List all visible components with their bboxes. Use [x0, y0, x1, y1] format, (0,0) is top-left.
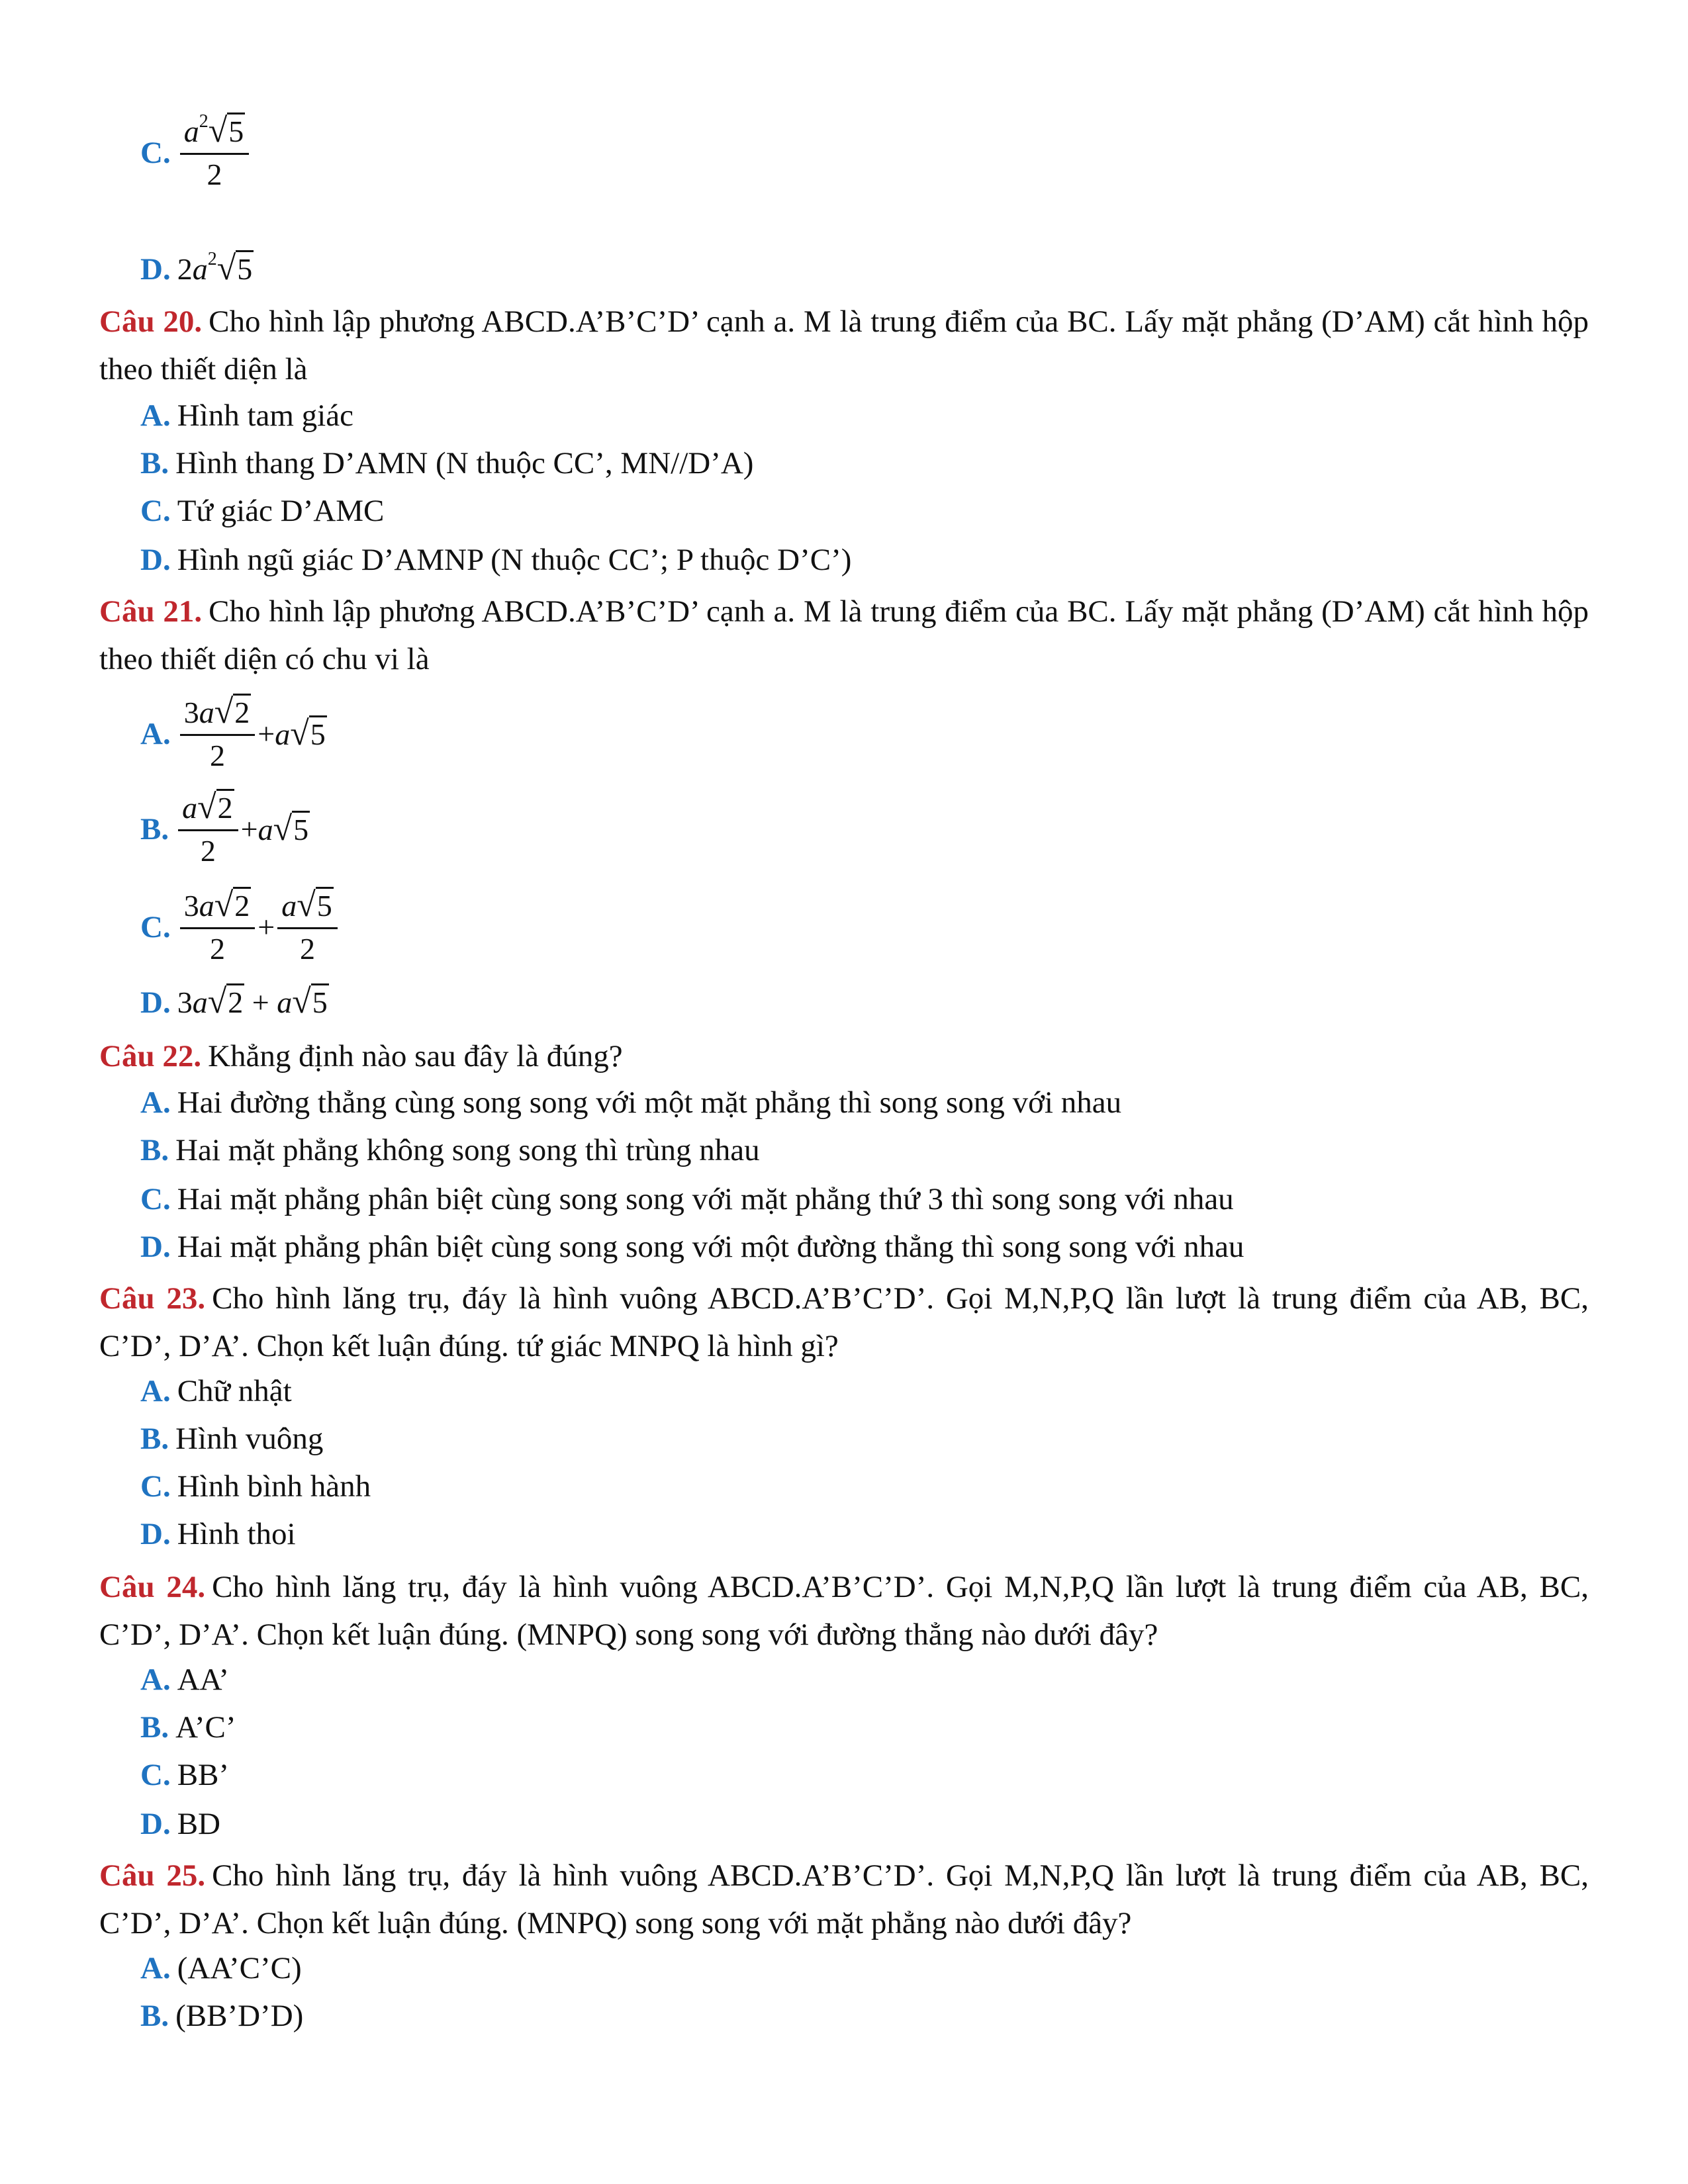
question-text: Cho hình lăng trụ, đáy là hình vuông ABCD.A’B’C’D’. Gọi M,N,P,Q lần lượt là trung điểm của AB, BC, C’D’, D’A’. Chọn kết luận đúng. (MNPQ) song song với đường thẳng nào dưới đây? — [99, 1570, 1589, 1652]
q23-option-c — [140, 1468, 371, 1505]
fraction-denominator: 2 — [207, 158, 222, 191]
option-label: A. — [140, 1662, 171, 1697]
q23-option-a — [140, 1373, 292, 1410]
fraction-numerator: a√5 — [277, 887, 338, 929]
q22-option-c — [140, 1181, 1234, 1218]
q21-option-b — [140, 789, 310, 870]
question-21 — [99, 588, 1589, 683]
option-label: B. — [140, 1422, 169, 1456]
option-label: A. — [140, 1374, 171, 1408]
q25-option-a — [140, 1950, 302, 1987]
option-text: Hai mặt phẳng không song song thì trùng nhau — [175, 1133, 760, 1167]
option-text: Hình ngũ giác D’AMNP (N thuộc CC’; P thuộc D’C’) — [177, 543, 852, 577]
q23-option-d — [140, 1516, 296, 1553]
question-24 — [99, 1563, 1589, 1659]
option-text: BB’ — [177, 1758, 230, 1792]
question-23 — [99, 1275, 1589, 1370]
question-number: Câu 23. — [99, 1281, 206, 1316]
fraction-denominator: 2 — [299, 932, 315, 966]
fraction — [180, 694, 256, 774]
question-text: Cho hình lăng trụ, đáy là hình vuông ABCD.A’B’C’D’. Gọi M,N,P,Q lần lượt là trung điểm của AB, BC, C’D’, D’A’. Chọn kết luận đúng. tứ giác MNPQ là hình gì? — [99, 1281, 1589, 1363]
option-label: C. — [140, 136, 171, 170]
fraction — [180, 113, 250, 193]
option-label: D. — [140, 1807, 171, 1841]
question-text: Khẳng định nào sau đây là đúng? — [208, 1039, 623, 1073]
option-label: D. — [140, 1230, 171, 1264]
question-text: Cho hình lập phương ABCD.A’B’C’D’ cạnh a. M là trung điểm của BC. Lấy mặt phẳng (D’AM) cắt hình hộp theo thiết diện có chu vi là — [99, 594, 1589, 676]
option-label: B. — [140, 1133, 169, 1167]
question-number: Câu 21. — [99, 594, 203, 629]
option-text: AA’ — [177, 1662, 230, 1697]
option-label: B. — [140, 1710, 169, 1745]
q24-option-b — [140, 1709, 236, 1746]
q20-option-b — [140, 445, 753, 482]
option-label: C. — [140, 1758, 171, 1792]
fraction — [178, 789, 238, 870]
option-label: B. — [140, 446, 169, 480]
q22-option-b — [140, 1132, 760, 1169]
plus-sign: + — [258, 717, 275, 751]
fraction — [180, 887, 256, 968]
option-label: C. — [140, 910, 171, 944]
option-text: Hai mặt phẳng phân biệt cùng song song với một đường thẳng thì song song với nhau — [177, 1230, 1244, 1264]
q22-option-a — [140, 1084, 1121, 1121]
q22-option-d — [140, 1228, 1244, 1265]
q24-option-d — [140, 1805, 220, 1843]
option-label: D. — [140, 1517, 171, 1551]
q24-option-a — [140, 1661, 229, 1698]
math-term: a√5 — [275, 714, 326, 752]
math-expression: $2a^2√5$ — [177, 249, 253, 287]
math-term: a√5 — [258, 809, 309, 848]
option-text: Hai mặt phẳng phân biệt cùng song song với mặt phẳng thứ 3 thì song song với nhau — [177, 1182, 1234, 1216]
q25-option-b — [140, 1997, 303, 2034]
question-text: Cho hình lập phương ABCD.A’B’C’D’ cạnh a. M là trung điểm của BC. Lấy mặt phẳng (D’AM) cắt hình hộp theo thiết diện là — [99, 304, 1589, 387]
option-label: A. — [140, 1951, 171, 1985]
question-25 — [99, 1852, 1589, 1947]
plus-sign: + — [240, 812, 258, 846]
option-text: Hai đường thẳng cùng song song với một mặt phẳng thì song song với nhau — [177, 1085, 1122, 1120]
question-number: Câu 24. — [99, 1570, 206, 1604]
q20-option-a — [140, 397, 353, 434]
math-expression: 3a√2 + a√5 — [177, 983, 328, 1021]
q21-option-d — [140, 983, 329, 1021]
question-text: Cho hình lăng trụ, đáy là hình vuông ABCD.A’B’C’D’. Gọi M,N,P,Q lần lượt là trung điểm của AB, BC, C’D’, D’A’. Chọn kết luận đúng. (MNPQ) song song với mặt phẳng nào dưới đây? — [99, 1858, 1589, 1940]
option-text: Hình thang D’AMN (N thuộc CC’, MN//D’A) — [175, 446, 754, 480]
q23-option-b — [140, 1420, 323, 1457]
option-text: A’C’ — [175, 1710, 236, 1745]
fraction-numerator: $a^2√5$ — [180, 113, 250, 155]
question-number: Câu 22. — [99, 1039, 202, 1073]
option-text: (AA’C’C) — [177, 1951, 302, 1985]
fraction-denominator: 2 — [209, 932, 225, 966]
option-label: D. — [140, 543, 171, 577]
option-text: Hình thoi — [177, 1517, 296, 1551]
option-text: Hình tam giác — [177, 398, 353, 433]
option-text: BD — [177, 1807, 220, 1841]
fraction-numerator: a√2 — [178, 789, 238, 831]
option-text: Tứ giác D’AMC — [177, 494, 385, 528]
fraction-numerator: 3a√2 — [180, 887, 256, 929]
question-number: Câu 20. — [99, 304, 203, 339]
q24-option-c — [140, 1756, 229, 1794]
question-number: Câu 25. — [99, 1858, 206, 1893]
question-22 — [99, 1032, 1589, 1080]
plus-sign: + — [258, 910, 275, 944]
option-label: A. — [140, 717, 171, 751]
q19-option-d — [140, 250, 254, 288]
option-text: Hình bình hành — [177, 1469, 371, 1504]
option-label: A. — [140, 398, 171, 433]
q20-option-d — [140, 541, 851, 578]
option-label: A. — [140, 1085, 171, 1120]
option-text: (BB’D’D) — [175, 1999, 304, 2033]
q19-option-c — [140, 113, 252, 193]
fraction — [277, 887, 338, 968]
option-label: B. — [140, 812, 169, 846]
option-label: D. — [140, 251, 171, 287]
fraction-denominator: 2 — [200, 834, 216, 868]
q21-option-a — [140, 694, 327, 774]
option-label: C. — [140, 1469, 171, 1504]
option-label: D. — [140, 985, 171, 1020]
question-20 — [99, 298, 1589, 393]
option-text: Chữ nhật — [177, 1374, 292, 1408]
fraction-numerator: 3a√2 — [180, 694, 256, 736]
option-label: C. — [140, 1182, 171, 1216]
option-label: B. — [140, 1999, 169, 2033]
q21-option-c — [140, 887, 340, 968]
option-text: Hình vuông — [175, 1422, 324, 1456]
q20-option-c — [140, 492, 384, 529]
option-label: C. — [140, 494, 171, 528]
fraction-denominator: 2 — [209, 739, 225, 772]
